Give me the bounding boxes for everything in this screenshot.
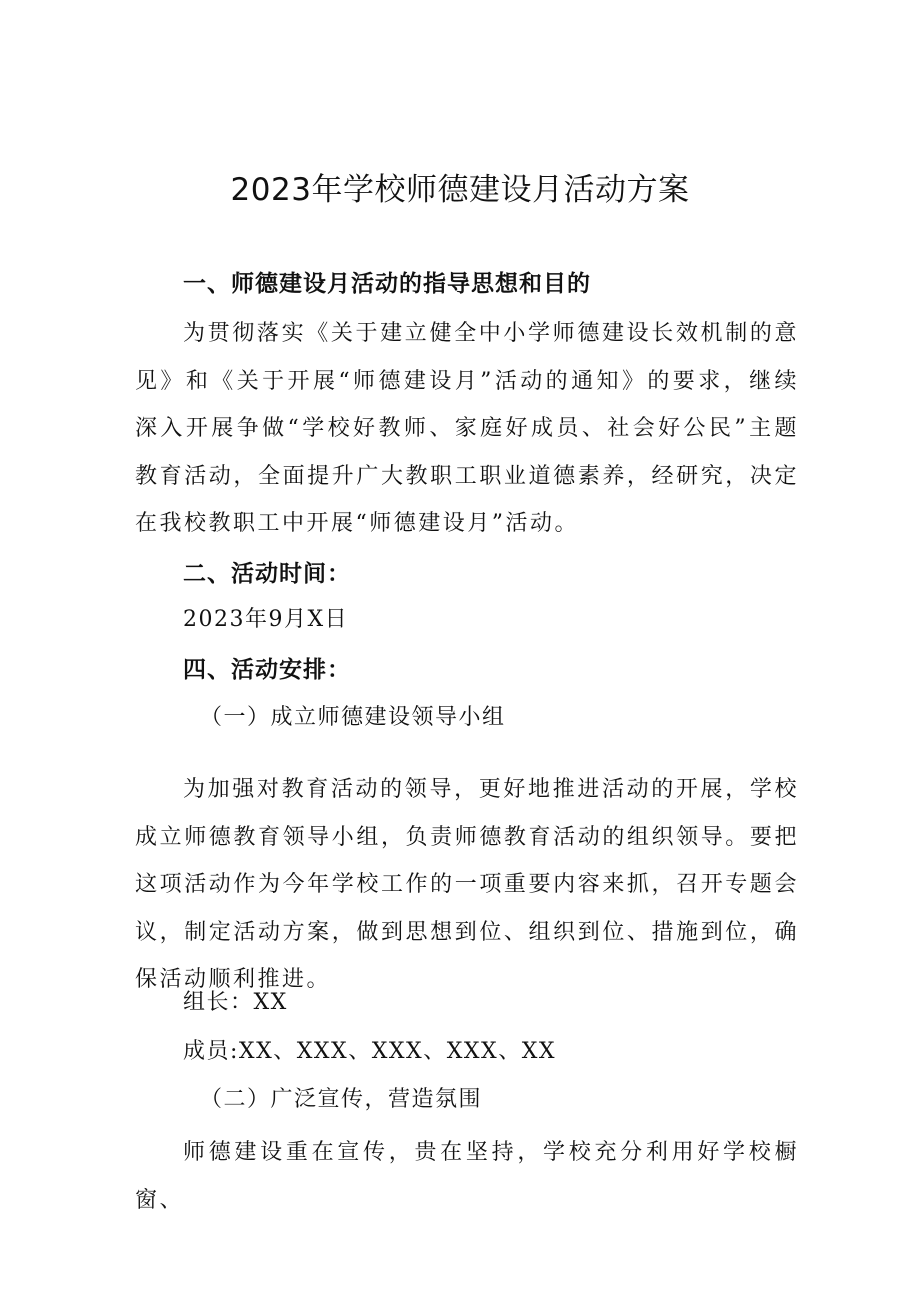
subsection-1-paragraph: 为加强对教育活动的领导，更好地推进活动的开展，学校成立师德教育领导小组，负责师德教育活动的组织领导。要把这项活动作为今年学校工作的一项重要内容来抓，召开专题会议，制定活动方案，做到思想到位、组织到位、措施到位，确保活动顺利推进。 — [135, 777, 799, 992]
section-2-heading: 二、活动时间： — [183, 561, 351, 587]
subsection-2-heading: （二）广泛宣传，营造氛围 — [200, 1087, 483, 1112]
subsection-2-paragraph: 师德建设重在宣传，贵在坚持，学校充分利用好学校橱窗、 — [135, 1140, 799, 1213]
group-members: 成员:XX、XXX、XXX、XXX、XX — [183, 1039, 557, 1064]
group-leader: 组长：XX — [183, 990, 288, 1015]
activity-date: 2023年9月X日 — [183, 607, 349, 632]
document-title: 2023年学校师德建设月活动方案 — [230, 172, 690, 208]
section-1-paragraph: 为贯彻落实《关于建立健全中小学师德建设长效机制的意见》和《关于开展“师德建设月”活动的通知》的要求，继续深入开展争做“学校好教师、家庭好成员、社会好公民”主题教育活动，全面提升广大教职工职业道德素养，经研究，决定在我校教职工中开展“师德建设月”活动。 — [135, 321, 799, 536]
section-1-heading: 一、师德建设月活动的指导思想和目的 — [183, 271, 591, 297]
section-4-heading: 四、活动安排： — [183, 657, 351, 683]
subsection-1-heading: （一）成立师德建设领导小组 — [200, 705, 506, 730]
